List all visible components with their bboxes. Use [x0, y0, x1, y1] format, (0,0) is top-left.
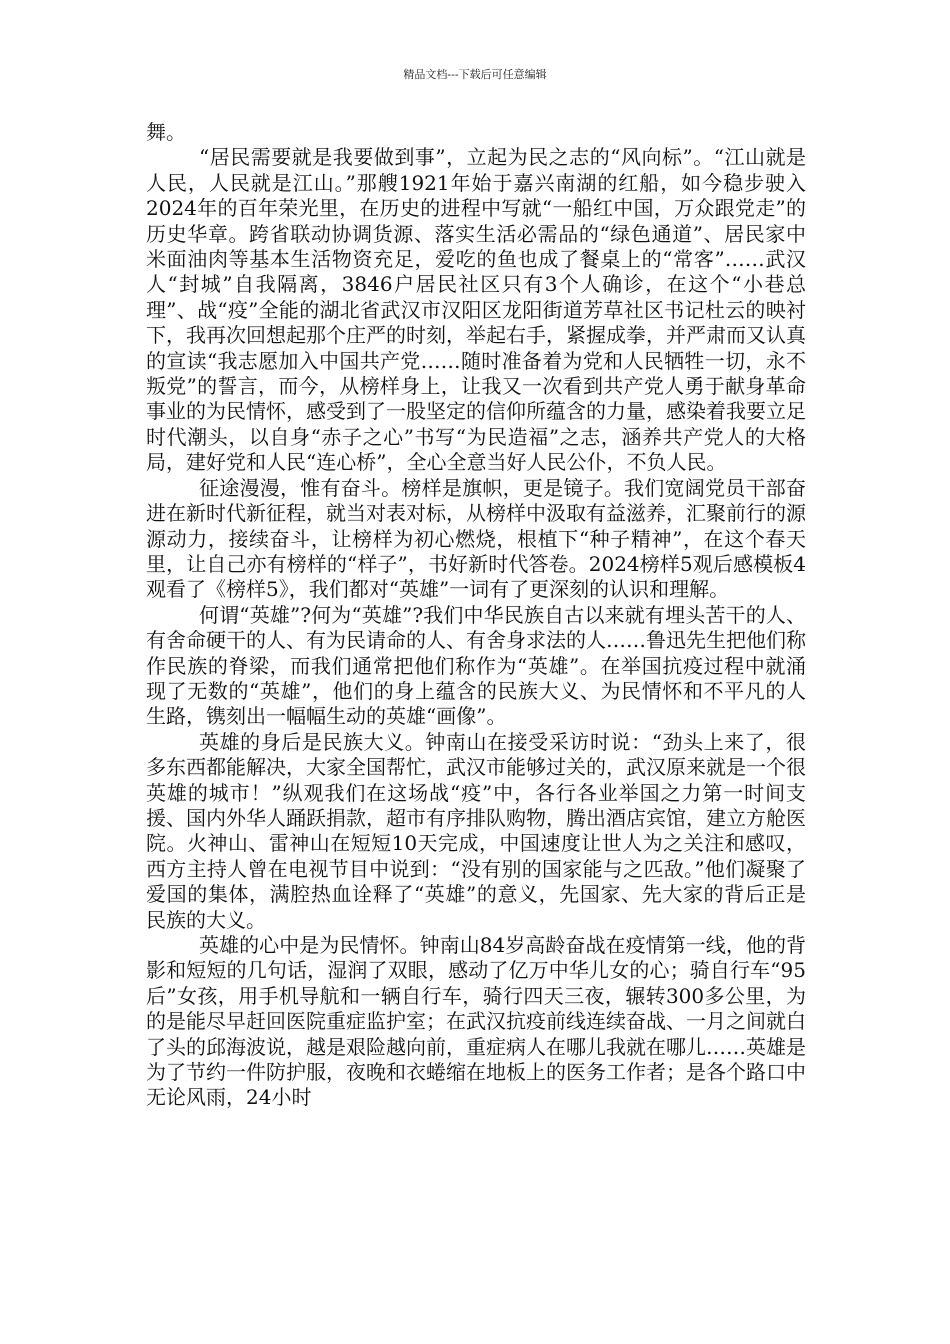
- paragraph-resident-needs: “居民需要就是我要做到事”，立起为民之志的“风向标”。“江山就是人民，人民就是江山。”那艘1921年始于嘉兴南湖的红船，如今稳步驶入2024年的百年荣光里，在历史的进程中写就“一船红中国，万众跟党走”的历史华章。跨省联动协调货源、落实生活必需品的“绿色通道”、居民家中米面油肉等基本生活物资充足，爱吃的鱼也成了餐桌上的“常客”……武汉人“封城”自我隔离，3846户居民社区只有3个人确诊，在这个“小巷总理”、战“疫”全能的湖北省武汉市汉阳区龙阳街道芳草社区书记杜云的映衬下，我再次回想起那个庄严的时刻，举起右手，紧握成拳，并严肃而又认真的宣读“我志愿加入中国共产党……随时准备着为党和人民牺牲一切，永不叛党”的誓言，而今，从榜样身上，让我又一次看到共产党人勇于献身革命事业的为民情怀，感受到了一股坚定的信仰所蕴含的力量，感染着我要立足时代潮头，以自身“赤子之心”书写“为民造福”之志，涵养共产党人的大格局，建好党和人民“连心桥”，全心全意当好人民公仆，不负人民。: [146, 145, 806, 475]
- page-header: 精品文档---下载后可任意编辑: [403, 68, 547, 81]
- paragraph-what-is-hero: 何谓“英雄”?何为“英雄”?我们中华民族自古以来就有埋头苦干的人、有舍命硬干的人、有为民请命的人、有舍身求法的人……鲁迅先生把他们称作民族的脊梁，而我们通常把他们称作为“英雄”。在举国抗疫过程中就涌现了无数的“英雄”，他们的身上蕴含的民族大义、为民情怀和不平凡的人生路，镌刻出一幅幅生动的英雄“画像”。: [146, 602, 806, 729]
- paragraph-national-righteousness: 英雄的身后是民族大义。钟南山在接受采访时说：“劲头上来了，很多东西都能解决，大家全国帮忙，武汉市能够过关的，武汉原来就是一个很英雄的城市！”纵观我们在这场战“疫”中，各行各业举国之力第一时间支援、国内外华人踊跃捐款，超市有序排队购物，腾出酒店宾馆，建立方舱医院。火神山、雷神山在短短10天完成，中国速度让世人为之关注和感叹，西方主持人曾在电视节目中说到：“没有别的国家能与之匹敌。”他们凝聚了爱国的集体，满腔热血诠释了“英雄”的意义，先国家、先大家的背后正是民族的大义。: [146, 729, 806, 932]
- paragraph-struggle: 征途漫漫，惟有奋斗。榜样是旗帜，更是镜子。我们宽阔党员干部奋进在新时代新征程，就当对表对标，从榜样中汲取有益滋养，汇聚前行的源源动力，接续奋斗，让榜样为初心燃烧，根植下“种子精神”，在这个春天里，让自己亦有榜样的“样子”，书好新时代答卷。2024榜样5观后感模板4观看了《榜样5》，我们都对“英雄”一词有了更深刻的认识和理解。: [146, 475, 806, 602]
- paragraph-people-care: 英雄的心中是为民情怀。钟南山84岁高龄奋战在疫情第一线，他的背影和短短的几句话，湿润了双眼，感动了亿万中华儿女的心；骑自行车“95后”女孩，用手机导航和一辆自行车，骑行四天三夜，辗转300多公里，为的是能尽早赶回医院重症监护室；在武汉抗疫前线连续奋战、一月之间就白了头的邱海波说，越是艰险越向前，重症病人在哪儿我就在哪儿……英雄是为了节约一件防护服，夜晚和衣蜷缩在地板上的医务工作者；是各个路口中无论风雨，24小时: [146, 933, 806, 1110]
- document-body: [146, 120, 806, 1111]
- paragraph-continuation: 舞。: [146, 120, 186, 144]
